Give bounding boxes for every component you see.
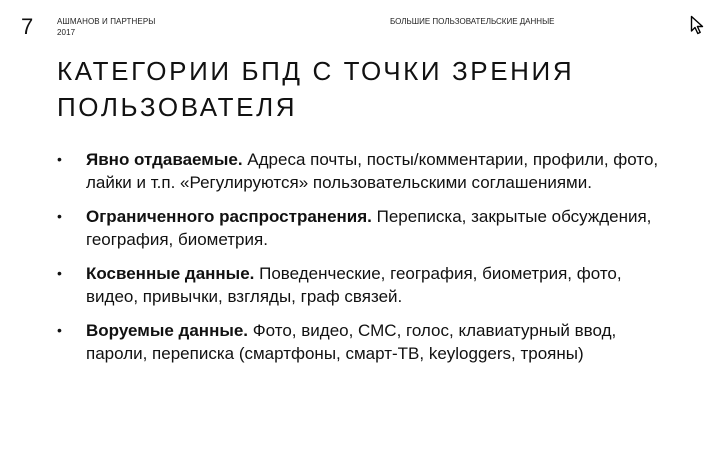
organization-year: 2017 [57,28,76,37]
bullet-text: Переписка, закрытые обсуждения, география, биометрия. [86,207,652,249]
bullet-text: Адреса почты, посты/комментарии, профили, фото, лайки и т.п. «Регулируются» пользовательскими соглашениями. [86,150,659,192]
slide-title-line-2: ПОЛЬЗОВАТЕЛЯ [57,92,298,122]
bullet-term: Воруемые данные. [86,321,249,340]
bullet-text: Фото, видео, СМС, голос, клавиатурный ввод, пароли, переписка (смартфоны, смарт-ТВ, keyloggers, трояны) [86,321,617,363]
bullet-item [57,148,677,194]
mouse-pointer-icon [690,15,704,35]
bullet-dot-icon: • [57,265,62,281]
bullet-item [57,319,677,365]
slide-title-line-1: КАТЕГОРИИ БПД С ТОЧКИ ЗРЕНИЯ [57,56,575,86]
bullet-list [57,148,677,376]
bullet-term: Явно отдаваемые. [86,150,243,169]
header-title: БОЛЬШИЕ ПОЛЬЗОВАТЕЛЬСКИЕ ДАННЫЕ [390,17,555,26]
bullet-item [57,205,677,251]
bullet-term: Косвенные данные. [86,264,255,283]
bullet-item [57,262,677,308]
bullet-term: Ограниченного распространения. [86,207,372,226]
bullet-text: Поведенческие, география, биометрия, фото, видео, привычки, взгляды, граф связей. [86,264,622,306]
slide-number: 7 [21,14,34,39]
bullet-dot-icon: • [57,208,62,224]
bullet-dot-icon: • [57,322,62,338]
organization-name: АШМАНОВ И ПАРТНЕРЫ [57,17,156,26]
bullet-dot-icon: • [57,151,62,167]
organization-label [57,16,155,38]
slide-title [57,53,677,125]
